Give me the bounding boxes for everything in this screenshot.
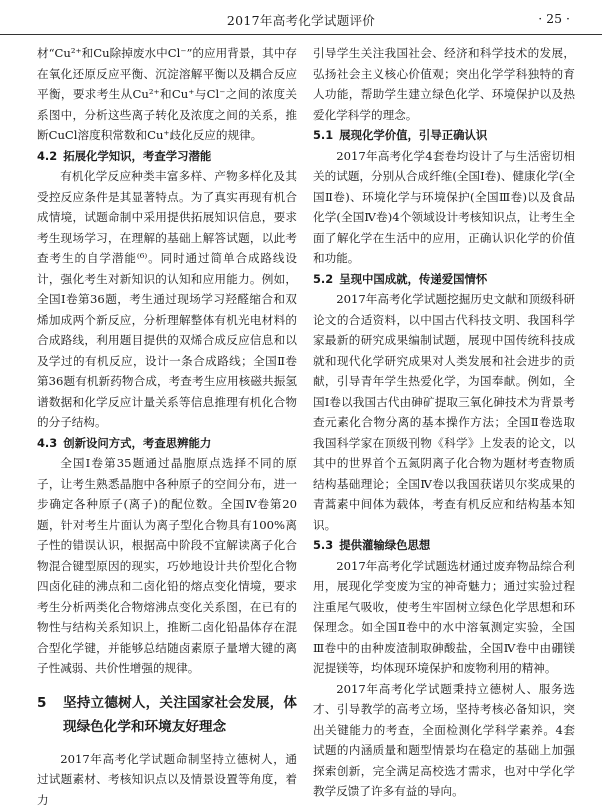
section-title: 坚持立德树人，关注国家社会发展，体现绿色化学和环境友好理念: [63, 691, 297, 739]
paragraph-conclusion: 2017年高考化学试题秉持立德树人、服务选才、引导教学的高考立场，坚持考核必备知识，突出关键能力的考查，全面检测化学科学素养。4套试题的内涵质量和题型情景均在稳定的基础上加强探索创新，完全满足高校选才需求，也对中学化学教学反馈了许多有益的导向。: [313, 679, 575, 802]
section-heading-5-3: [313, 535, 575, 556]
section-number: 5: [37, 691, 63, 739]
section-heading-5-2: [313, 269, 575, 290]
paragraph-4-3: 全国Ⅰ卷第35题通过晶胞原点选择不同的原子，让考生熟悉晶胞中各种原子的空间分布，进一步确定各种原子(离子)的配位数。全国Ⅳ卷第20题，针对考生片面认为离子型化合物具有100%离子性的错误认识，根据高中阶段不宜解读离子化合物混合键型原因的现实，巧妙地设计共价型化合物四卤化硅的沸点和二卤化铅的熔点变化情境，要求考生分析两类化合物熔沸点变化关系图，在已有的物性与结构关系知识上，推断二卤化铅晶体存在混合型化学键，并能够总结随卤素原子量增大键的离子性减弱、共价性增强的规律。: [37, 453, 297, 679]
section-title: 呈现中国成就，传递爱国情怀: [339, 272, 487, 286]
paragraph-5-2: 2017年高考化学试题挖掘历史文献和顶级科研论文的合适资料，以中国古代科技文明、我国科学家最新的研究成果编制试题，展现中国传统科技成就和现代化学研究成果对人类发展和社会进步的贡献，引导青年学生热爱化学，为国奉献。例如，全国Ⅰ卷以我国古代由砷矿提取三氧化砷技术为背景考查元素化合物分离的基本操作方法；全国Ⅱ卷选取我国科学家在顶级刊物《科学》上发表的论文，以其中的世界首个五氮阴离子化合物为题材考查物质结构基础理论；全国Ⅳ卷以我国获诺贝尔奖成果的青蒿素中间体为载体，考查有机反应和结构基本知识。: [313, 289, 575, 535]
header-title: 2017年高考化学试题评价: [0, 11, 602, 29]
section-number: 4.3: [37, 436, 57, 450]
section-number: 5.3: [313, 538, 333, 552]
section-title: 提供灌输绿色思想: [339, 538, 430, 552]
section-title: 拓展化学知识，考查学习潜能: [63, 149, 211, 163]
left-column: [37, 43, 297, 810]
section-heading-5: [37, 691, 297, 739]
paragraph-5-3: 2017年高考化学试题选材通过废弃物品综合利用，展现化学变废为宝的神奇魅力；通过实验过程注重尾气吸收，使考生牢固树立绿色化学思想和环保理念。如全国Ⅱ卷中的水中溶氧测定实验，全国Ⅲ卷中的由种废渣制取砷酸盐，全国Ⅳ卷中由硼镁泥提镁等，均体现环境保护和废物利用的精神。: [313, 556, 575, 679]
running-header: [0, 0, 602, 35]
section-title: 展现化学价值，引导正确认识: [339, 128, 487, 142]
paragraph-4-2: 有机化学反应种类丰富多样、产物多样化及其受控反应条件是其显著特点。为了真实再现有机合成情境，试题命制中采用提供拓展知识信息，要求考生现场学习，在理解的基础上解答试题，以此考查考生的自学潜能⁽⁶⁾。同时通过简单合成路线设计，强化考生对新知识的认知和应用能力。例如，全国Ⅰ卷第36题，考生通过现场学习羟醛缩合和双烯加成两个新反应，分析理解整体有机光电材料的合成路线，利用题目提供的双烯合成反应信息和以及学过的有机反应，设计一条合成路线；全国Ⅱ卷第36题有机新药物合成，考查考生应用核磁共振氢谱数据和化学反应计量关系等信息推理有机化合物的分子结构。: [37, 166, 297, 433]
page-number: · 25 ·: [538, 11, 570, 26]
section-number: 5.1: [313, 128, 333, 142]
section-number: 5.2: [313, 272, 333, 286]
right-column: [313, 43, 575, 802]
section-heading-5-1: [313, 125, 575, 146]
paragraph-5-1: 2017年高考化学4套卷均设计了与生活密切相关的试题，分别从合成纤维(全国Ⅰ卷)、健康化学(全国Ⅱ卷)、环境化学与环境保护(全国Ⅲ卷)以及食品化学(全国Ⅳ卷)4个领域设计考核知识点，让考生全面了解化学在生活中的应用，正确认识化学的价值和功能。: [313, 146, 575, 269]
section-heading-4-3: [37, 433, 297, 454]
paragraph-continued: 引导学生关注我国社会、经济和科学技术的发展，弘扬社会主义核心价值观；突出化学学科独特的育人功能，帮助学生建立绿色化学、环境保护以及热爱化学科学的理念。: [313, 43, 575, 125]
section-heading-4-2: [37, 146, 297, 167]
paragraph-continued: 材“Cu²⁺和Cu除掉废水中Cl⁻”的应用背景，其中存在氧化还原反应平衡、沉淀溶解平衡以及耦合反应平衡，要求考生从Cu²⁺和Cu⁺与Cl⁻之间的浓度关系图中，分析这些离子转化及浓度之间的关系，推断CuCl溶度积常数和Cu⁺歧化反应的规律。: [37, 43, 297, 146]
section-title: 创新设问方式，考查思辨能力: [63, 436, 211, 450]
section-number: 4.2: [37, 149, 57, 163]
paragraph-5: 2017年高考化学试题命制坚持立德树人，通过试题素材、考核知识点以及情景设置等角度，着力: [37, 749, 297, 810]
